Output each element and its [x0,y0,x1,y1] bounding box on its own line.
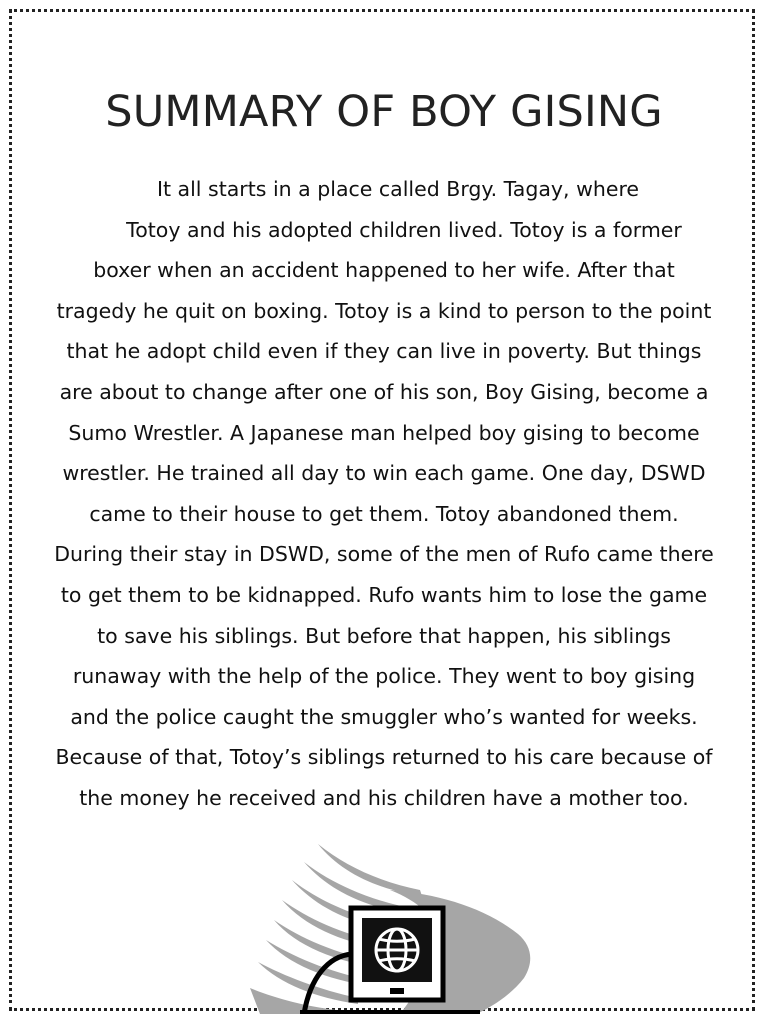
summary-line: Sumo Wrestler. A Japanese man helped boy gising to become [68,420,700,445]
summary-line: Totoy and his adopted children lived. Totoy is a former [126,217,682,242]
summary-line: During their stay in DSWD, some of the men of Rufo came there [54,542,714,567]
monitor-button [390,988,404,994]
summary-line: tragedy he quit on boxing. Totoy is a kind to person to the point [56,298,712,323]
summary-line: Because of that, Totoy’s siblings returned to his care because of [55,745,713,770]
summary-line: came to their house to get them. Totoy abandoned them. [89,501,679,526]
monitor-base [300,1010,480,1014]
summary-line: to get them to be kidnapped. Rufo wants him to lose the game [60,582,708,607]
summary-line: to save his siblings. But before that happen, his siblings [97,623,671,648]
summary-line: are about to change after one of his son, Boy Gising, become a [59,379,709,404]
summary-paragraph [14,169,754,819]
summary-line: and the police caught the smuggler who’s wanted for weeks. [70,704,698,729]
page-title: SUMMARY OF BOY GISING [105,87,663,137]
summary-line: that he adopt child even if they can live in poverty. But things [66,339,702,364]
summary-line: It all starts in a place called Brgy. Tagay, where [156,177,640,201]
globe-monitor-clipart [240,838,540,1014]
summary-line: runaway with the help of the police. They went to boy gising [72,664,696,689]
summary-line: the money he received and his children have a mother too. [79,785,689,810]
summary-line: wrestler. He trained all day to win each game. One day, DSWD [62,461,706,486]
summary-line: boxer when an accident happened to her wife. After that [93,258,675,283]
